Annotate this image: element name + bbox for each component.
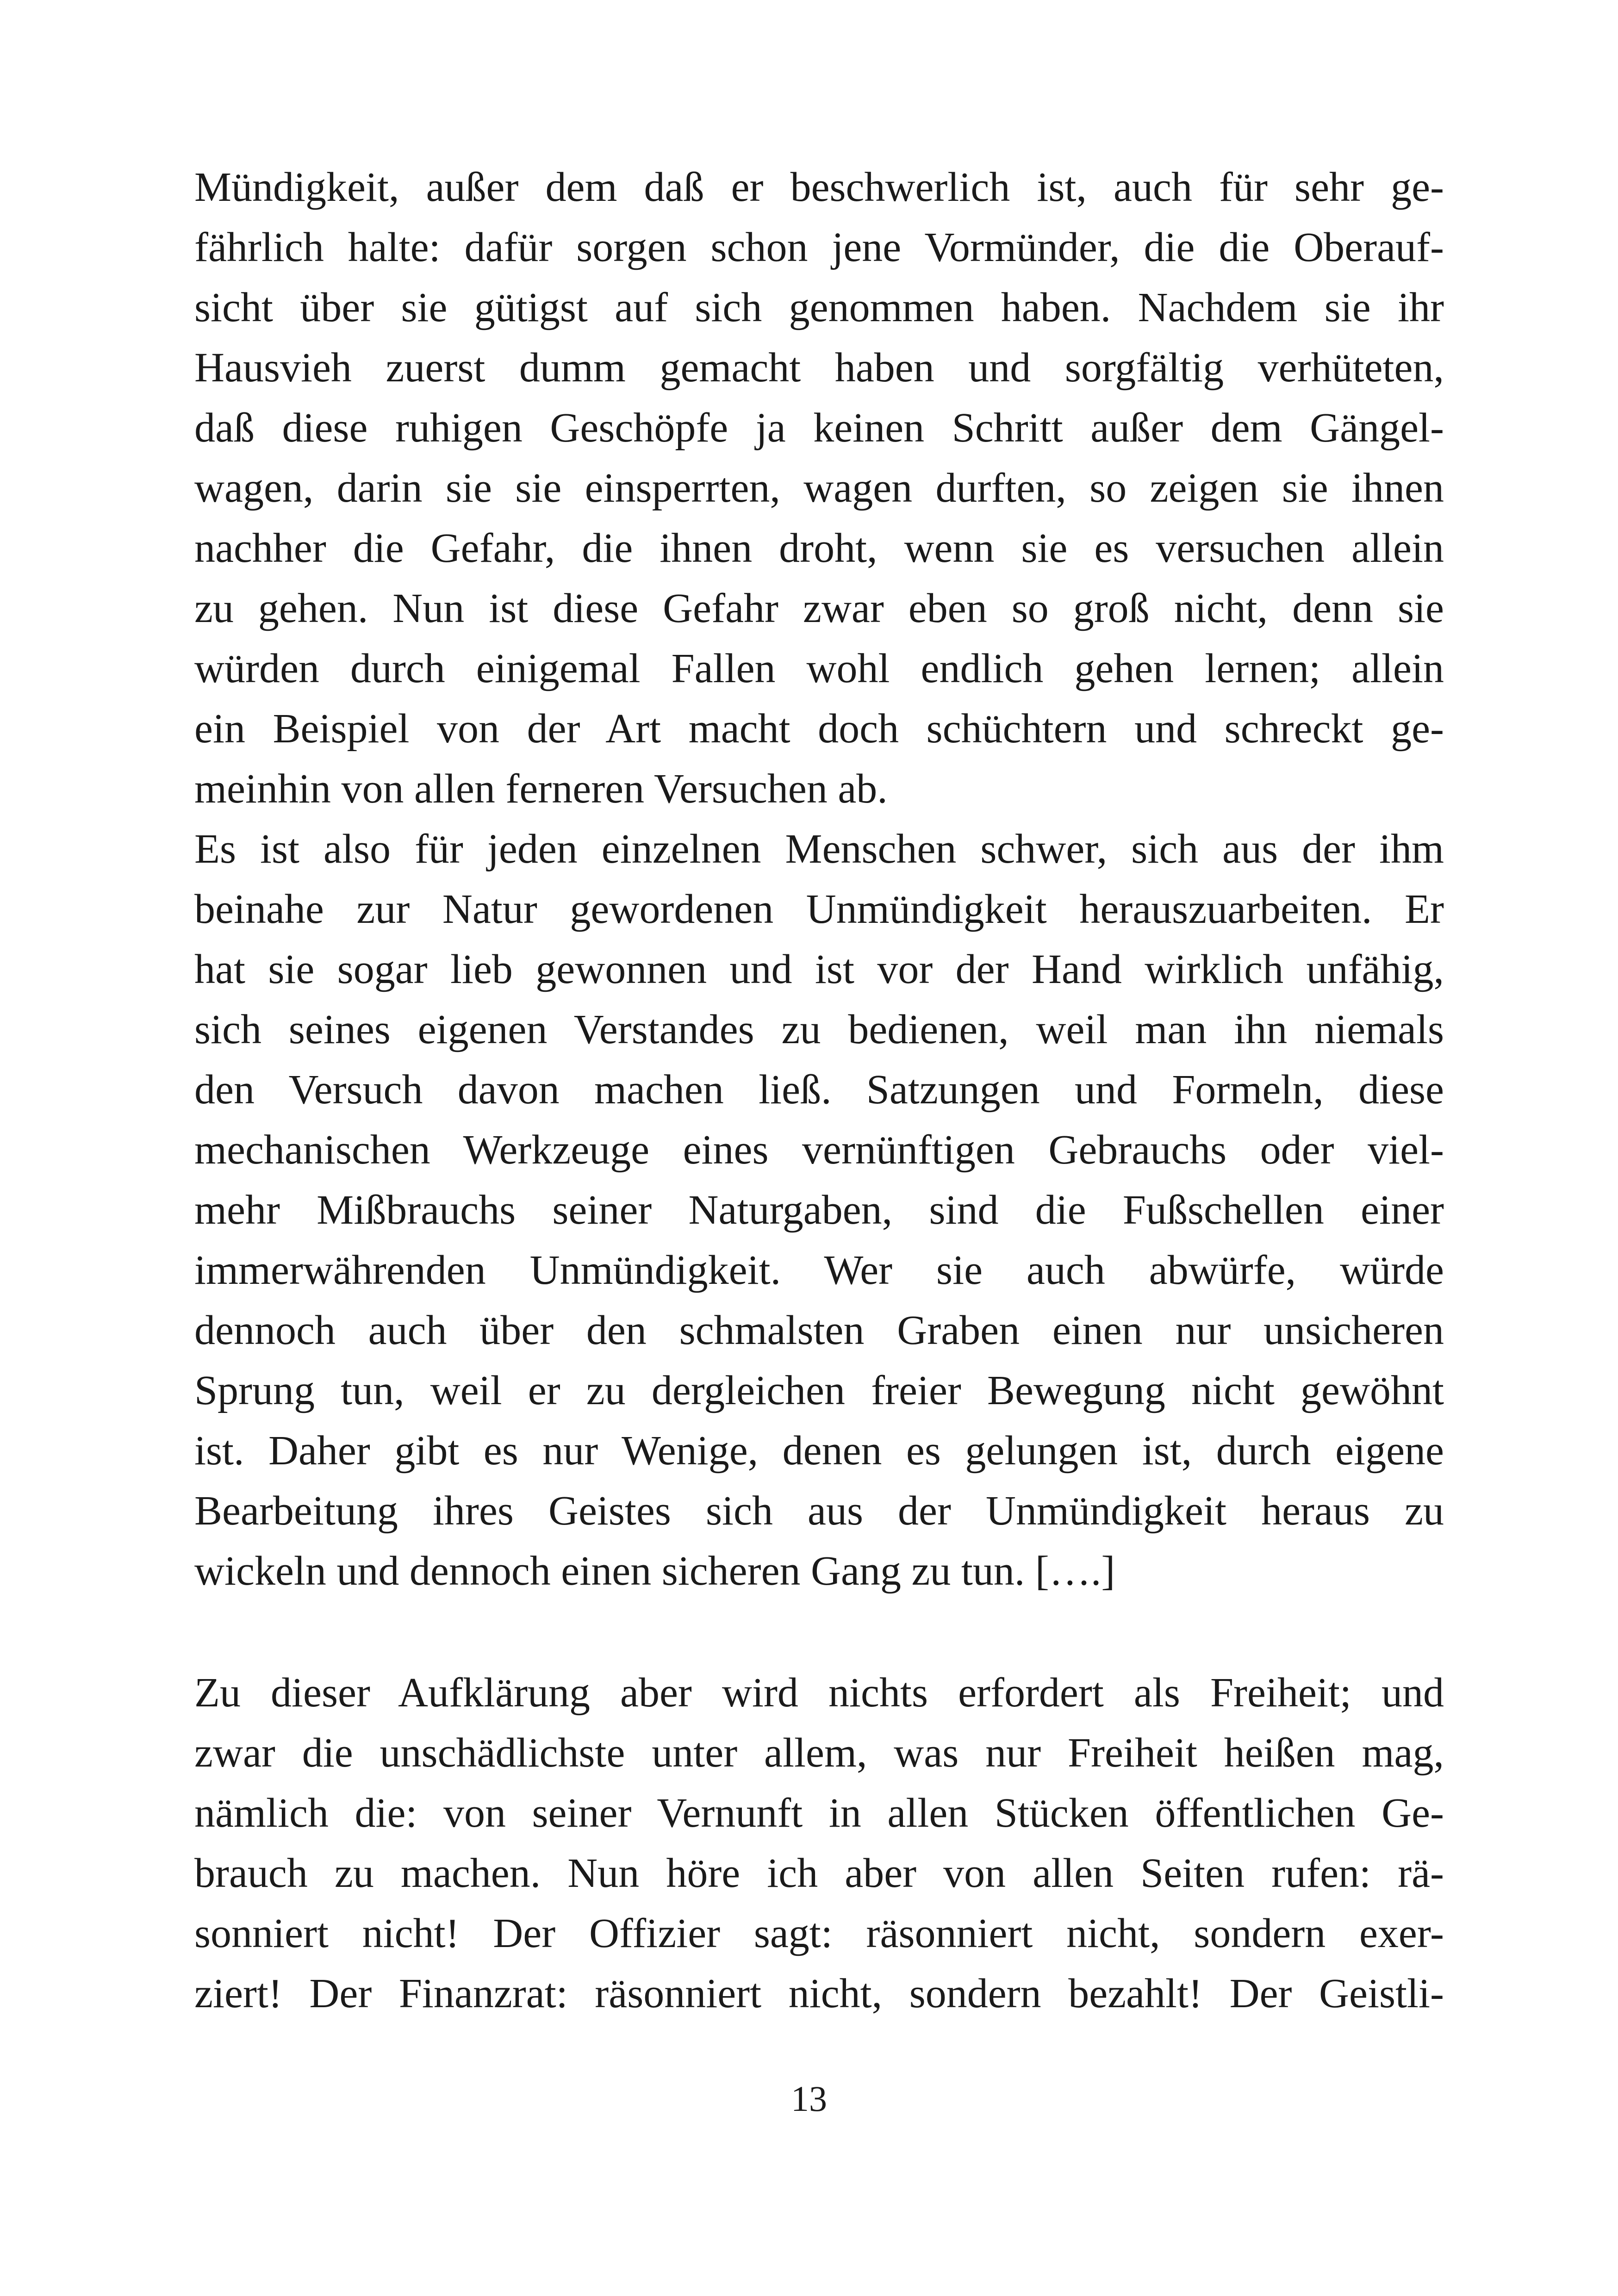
text-line: zwar die unschädlichste unter allem, was nur Freiheit heißen mag, [194, 1730, 1444, 1776]
text-line: Mündigkeit, außer dem daß er beschwerlich ist, auch für sehr ge- [194, 164, 1444, 210]
text-line: daß diese ruhigen Geschöpfe ja keinen Schritt außer dem Gängel- [194, 405, 1444, 451]
text-line: nämlich die: von seiner Vernunft in allen Stücken öffentlichen Ge- [194, 1790, 1444, 1836]
paragraph-spacer [194, 1601, 1444, 1663]
paragraph-3 [194, 1663, 1444, 2024]
text-line: Es ist also für jeden einzelnen Menschen schwer, sich aus der ihm [194, 826, 1444, 872]
text-line: mechanischen Werkzeuge eines vernünftigen Gebrauchs oder viel- [194, 1127, 1444, 1173]
text-line: fährlich halte: dafür sorgen schon jene Vormünder, die die Oberauf- [194, 224, 1444, 270]
text-line: Hausvieh zuerst dumm gemacht haben und sorgfältig verhüteten, [194, 345, 1444, 391]
page-text [194, 157, 1444, 2024]
text-line: immerwährenden Unmündigkeit. Wer sie auch abwürfe, würde [194, 1247, 1444, 1293]
text-line: sich seines eigenen Verstandes zu bedienen, weil man ihn niemals [194, 1007, 1444, 1052]
text-line: zu gehen. Nun ist diese Gefahr zwar eben so groß nicht, denn sie [194, 585, 1444, 631]
text-line: beinahe zur Natur gewordenen Unmündigkeit herauszuarbeiten. Er [194, 886, 1444, 932]
text-line: Bearbeitung ihres Geistes sich aus der Unmündigkeit heraus zu [194, 1488, 1444, 1534]
text-line: Sprung tun, weil er zu dergleichen freier Bewegung nicht gewöhnt [194, 1368, 1444, 1413]
text-line: ein Beispiel von der Art macht doch schüchtern und schreckt ge- [194, 706, 1444, 752]
text-line: wagen, darin sie sie einsperrten, wagen durften, so zeigen sie ihnen [194, 465, 1444, 511]
text-line: sonniert nicht! Der Offizier sagt: räsonniert nicht, sondern exer- [194, 1910, 1444, 1956]
text-line: Zu dieser Aufklärung aber wird nichts erfordert als Freiheit; und [194, 1670, 1444, 1716]
text-line: meinhin von allen ferneren Versuchen ab. [194, 766, 888, 812]
text-line: ist. Daher gibt es nur Wenige, denen es gelungen ist, durch eigene [194, 1428, 1444, 1474]
text-line: sicht über sie gütigst auf sich genommen haben. Nachdem sie ihr [194, 285, 1444, 330]
paragraph-1 [194, 157, 1444, 819]
text-line: mehr Mißbrauchs seiner Naturgaben, sind die Fußschellen einer [194, 1187, 1444, 1233]
text-line: nachher die Gefahr, die ihnen droht, wenn sie es versuchen allein [194, 525, 1444, 571]
page-number: 13 [791, 2078, 827, 2119]
text-line: dennoch auch über den schmalsten Graben einen nur unsicheren [194, 1307, 1444, 1353]
text-line: wickeln und dennoch einen sicheren Gang zu tun. [….] [194, 1548, 1115, 1594]
text-line: würden durch einigemal Fallen wohl endlich gehen lernen; allein [194, 646, 1444, 691]
paragraph-2 [194, 819, 1444, 1601]
text-line: hat sie sogar lieb gewonnen und ist vor der Hand wirklich unfähig, [194, 946, 1444, 992]
text-line: brauch zu machen. Nun höre ich aber von allen Seiten rufen: rä- [194, 1850, 1444, 1896]
text-line: den Versuch davon machen ließ. Satzungen und Formeln, diese [194, 1067, 1444, 1113]
text-line: ziert! Der Finanzrat: räsonniert nicht, sondern bezahlt! Der Geistli- [194, 1971, 1444, 2016]
